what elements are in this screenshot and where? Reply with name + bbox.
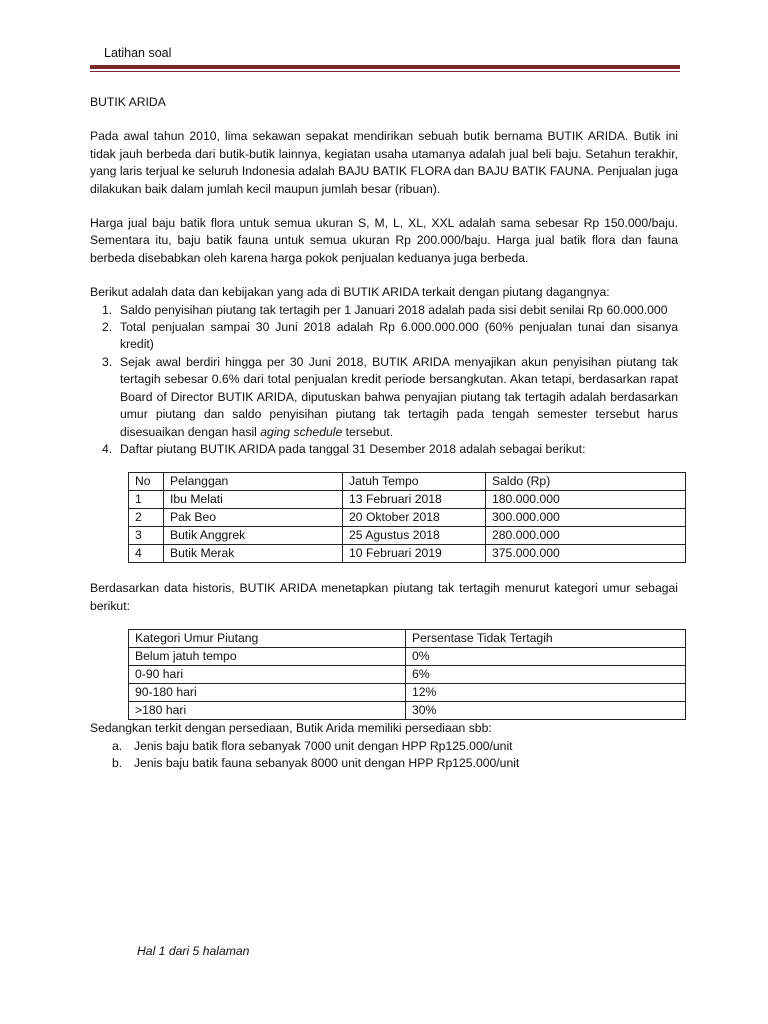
table-cell: >180 hari (129, 702, 406, 720)
table-row (129, 491, 686, 509)
table-header-row (129, 630, 686, 648)
paragraph-policy-intro: Berikut adalah data dan kebijakan yang ada di BUTIK ARIDA terkait dengan piutang dagangnya: (90, 285, 610, 300)
table-row (129, 702, 686, 720)
policy-list (90, 302, 678, 459)
aging-table (128, 629, 686, 720)
table-row (129, 648, 686, 666)
table-header-cell: No (129, 473, 164, 491)
table-cell: 10 Februari 2019 (343, 545, 486, 563)
table-cell: Pak Beo (164, 509, 343, 527)
inventory-item-text: Jenis baju batik fauna sebanyak 8000 unit dengan HPP Rp125.000/unit (134, 755, 520, 770)
table-cell: Butik Merak (164, 545, 343, 563)
table-cell: 375.000.000 (486, 545, 686, 563)
table-cell: Ibu Melati (164, 491, 343, 509)
policy-item-italic-term: aging schedule (260, 424, 343, 439)
table-header-row (129, 473, 686, 491)
paragraph-aging-intro: Berdasarkan data historis, BUTIK ARIDA menetapkan piutang tak tertagih menurut kategori umur sebagai berikut: (90, 581, 678, 613)
document-body (90, 94, 678, 772)
table-cell: 280.000.000 (486, 527, 686, 545)
table-cell: 300.000.000 (486, 509, 686, 527)
paragraph-inventory-intro: Sedangkan terkit dengan persediaan, Butik Arida memiliki persediaan sbb: (90, 721, 492, 736)
policy-item-number: 1. (102, 302, 113, 317)
header-rule-thick (90, 65, 680, 69)
table-header-cell: Pelanggan (164, 473, 343, 491)
page-footer: Hal 1 dari 5 halaman (137, 944, 250, 958)
policy-item (90, 441, 678, 458)
policy-item-number: 3. (102, 354, 113, 369)
header-title: Latihan soal (104, 46, 172, 60)
table-row (129, 684, 686, 702)
table-cell: 6% (406, 666, 686, 684)
table-cell: 180.000.000 (486, 491, 686, 509)
table-cell: Butik Anggrek (164, 527, 343, 545)
header-rule-thin (90, 71, 680, 72)
table-cell: 1 (129, 491, 164, 509)
table-header-cell: Persentase Tidak Tertagih (406, 630, 686, 648)
policy-item (90, 302, 678, 319)
table-cell: 90-180 hari (129, 684, 406, 702)
table-cell: 30% (406, 702, 686, 720)
table-cell: 3 (129, 527, 164, 545)
table-header-cell: Jatuh Tempo (343, 473, 486, 491)
table-cell: 0-90 hari (129, 666, 406, 684)
document-title: BUTIK ARIDA (90, 95, 166, 109)
policy-item-text-end: tersebut. (342, 424, 394, 439)
inventory-list (90, 738, 678, 773)
table-header-cell: Kategori Umur Piutang (129, 630, 406, 648)
policy-item-text: Total penjualan sampai 30 Juni 2018 adalah Rp 6.000.000.000 (60% penjualan tunai dan sisanya kredit) (120, 320, 678, 352)
policy-item (90, 319, 678, 354)
table-row (129, 509, 686, 527)
table-cell: 25 Agustus 2018 (343, 527, 486, 545)
inventory-item-text: Jenis baju batik flora sebanyak 7000 unit dengan HPP Rp125.000/unit (134, 738, 513, 753)
inventory-item (90, 755, 678, 772)
policy-item-number: 4. (102, 441, 113, 456)
paragraph-intro: Pada awal tahun 2010, lima sekawan sepakat mendirikan sebuah butik bernama BUTIK ARIDA. Butik ini tidak jauh berbeda dari butik-butik lainnya, kegiatan usaha utamanya adalah jual beli baju. Setahun terakhir, yang laris terjual ke seluruh Indonesia adalah BAJU BATIK FLORA dan BAJU BATIK FAUNA. Penjualan juga dilakukan baik dalam jumlah kecil maupun jumlah besar (ribuan). (90, 129, 678, 196)
paragraph-prices: Harga jual baju batik flora untuk semua ukuran S, M, L, XL, XXL adalah sama sebesar Rp 150.000/baju. Sementara itu, baju batik fauna untuk semua ukuran Rp 200.000/baju. Harga jual batik flora dan fauna berbeda disebabkan oleh karena harga pokok penjualan keduanya juga berbeda. (90, 216, 678, 265)
table-row (129, 545, 686, 563)
table-cell: 2 (129, 509, 164, 527)
receivables-table (128, 472, 686, 563)
table-row (129, 666, 686, 684)
table-cell: 0% (406, 648, 686, 666)
policy-item-text: Saldo penyisihan piutang tak tertagih per 1 Januari 2018 adalah pada sisi debit senilai Rp 60.000.000 (120, 302, 668, 317)
policy-item-number: 2. (102, 320, 113, 335)
policy-item-text: Daftar piutang BUTIK ARIDA pada tanggal 31 Desember 2018 adalah sebagai berikut: (120, 441, 586, 456)
table-cell: Belum jatuh tempo (129, 648, 406, 666)
table-cell: 13 Februari 2018 (343, 491, 486, 509)
table-cell: 12% (406, 684, 686, 702)
inventory-item (90, 738, 678, 755)
table-cell: 20 Oktober 2018 (343, 509, 486, 527)
inventory-item-letter: b. (112, 755, 123, 770)
policy-item (90, 354, 678, 441)
policy-item-text: Sejak awal berdiri hingga per 30 Juni 2018, BUTIK ARIDA menyajikan akun penyisihan piutang tak tertagih sebesar 0.6% dari total penjualan kredit periode bersangkutan. Akan tetapi, berdasarkan rapat Board of Director BUTIK ARIDA, diputuskan bahwa penyajian piutang tak tertagih adalah berdasarkan umur piutang dan saldo penyisihan piutang tak tertagih pada tengah semester tersebut harus disesuaikan dengan hasil (120, 354, 678, 439)
inventory-item-letter: a. (112, 738, 123, 753)
table-row (129, 527, 686, 545)
table-cell: 4 (129, 545, 164, 563)
table-header-cell: Saldo (Rp) (486, 473, 686, 491)
